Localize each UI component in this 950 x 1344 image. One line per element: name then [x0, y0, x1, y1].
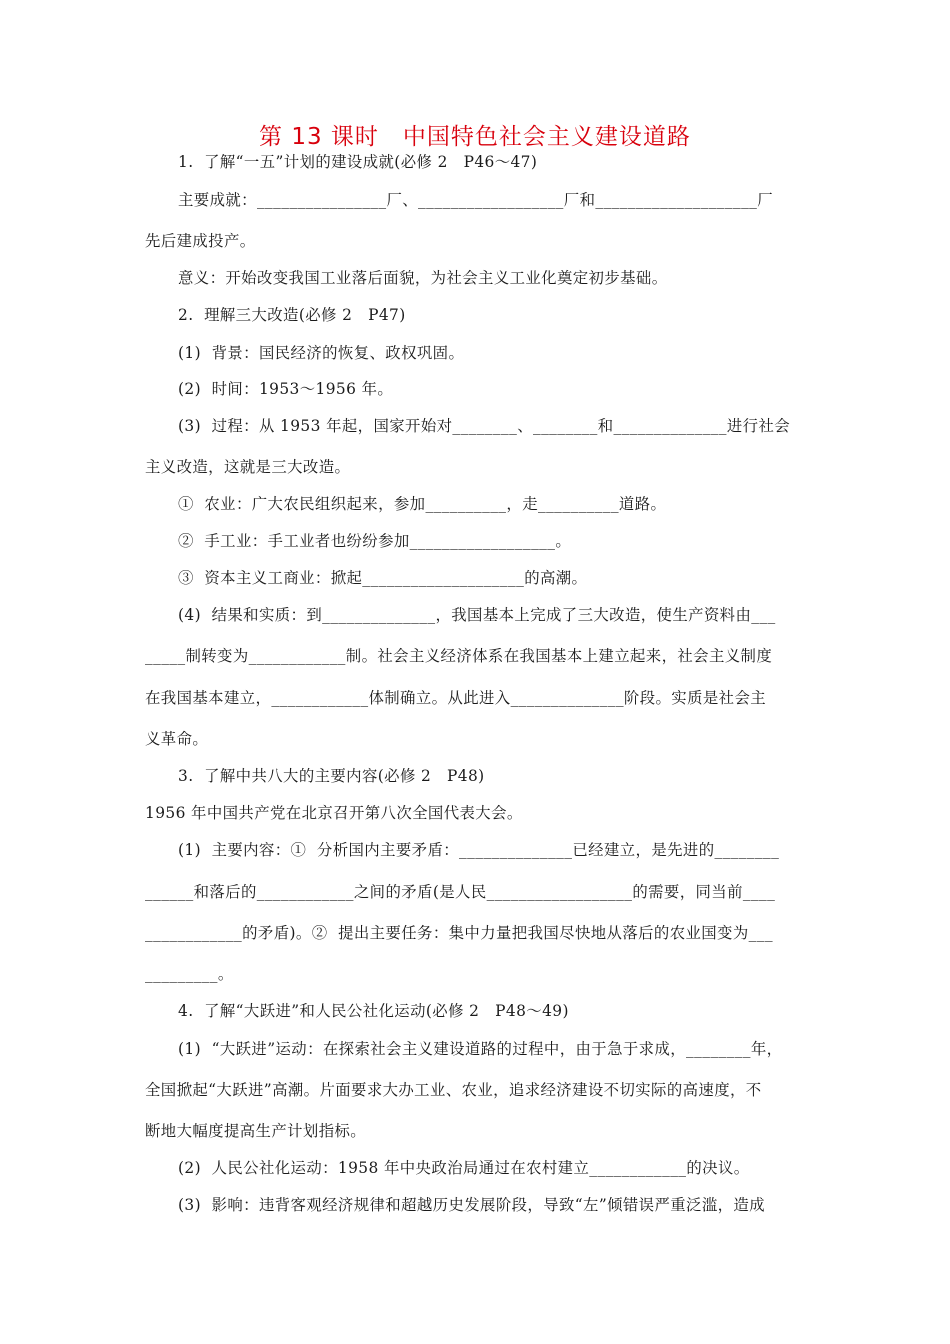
paragraph-line: 断地大幅度提高生产计划指标。 [145, 1122, 367, 1140]
section-1-heading: 1. 了解“一五”计划的建设成就(必修 2 P46～47) [178, 153, 538, 171]
section-2-heading: 2. 理解三大改造(必修 2 P47) [178, 306, 406, 324]
paragraph-line: (3) 过程：从 1953 年起，国家开始对________、________和______________进行社会 [178, 417, 791, 435]
paragraph-line: _____制转变为____________制。社会主义经济体系在我国基本上建立起来，社会主义制度 [145, 647, 773, 665]
paragraph-line: 先后建成投产。 [145, 232, 256, 250]
paragraph-line: 主要成就：________________厂、__________________厂和____________________厂 [178, 191, 774, 209]
paragraph-line: 意义：开始改变我国工业落后面貌，为社会主义工业化奠定初步基础。 [178, 269, 668, 287]
paragraph-line: 1956 年中国共产党在北京召开第八次全国代表大会。 [145, 804, 523, 822]
paragraph-line: (1) 背景：国民经济的恢复、政权巩固。 [178, 344, 465, 362]
paragraph-line: ② 手工业：手工业者也纷纷参加__________________。 [178, 532, 572, 550]
paragraph-line: ______和落后的____________之间的矛盾(是人民__________________的需要，同当前____ [145, 883, 776, 901]
paragraph-line: _________。 [145, 965, 234, 983]
paragraph-line: (2) 人民公社化运动：1958 年中央政治局通过在农村建立____________的决议。 [178, 1159, 750, 1177]
section-4-heading: 4. 了解“大跃进”和人民公社化运动(必修 2 P48～49) [178, 1002, 569, 1020]
page-title: 第 13 课时 中国特色社会主义建设道路 [259, 124, 691, 150]
paragraph-line: 在我国基本建立，____________体制确立。从此进入______________阶段。实质是社会主 [145, 689, 767, 707]
paragraph-line: 全国掀起“大跃进”高潮。片面要求大办工业、农业，追求经济建设不切实际的高速度，不 [145, 1081, 762, 1099]
section-3-heading: 3. 了解中共八大的主要内容(必修 2 P48) [178, 767, 485, 785]
paragraph-line: (3) 影响：违背客观经济规律和超越历史发展阶段，导致“左”倾错误严重泛滥，造成 [178, 1196, 766, 1214]
paragraph-line: (1) 主要内容：① 分析国内主要矛盾：______________已经建立，是先进的________ [178, 841, 780, 859]
paragraph-line: (2) 时间：1953～1956 年。 [178, 380, 394, 398]
paragraph-line: (1) “大跃进”运动：在探索社会主义建设道路的过程中，由于急于求成，________年， [178, 1040, 783, 1058]
paragraph-line: 主义改造，这就是三大改造。 [145, 458, 351, 476]
paragraph-line: (4) 结果和实质：到______________，我国基本上完成了三大改造，使生产资料由___ [178, 606, 776, 624]
paragraph-line: ③ 资本主义工商业：掀起____________________的高潮。 [178, 569, 588, 587]
paragraph-line: 义革命。 [145, 730, 209, 748]
paragraph-line: ____________的矛盾)。② 提出主要任务：集中力量把我国尽快地从落后的农业国变为___ [145, 924, 773, 942]
paragraph-line: ① 农业：广大农民组织起来，参加__________，走__________道路。 [178, 495, 667, 513]
